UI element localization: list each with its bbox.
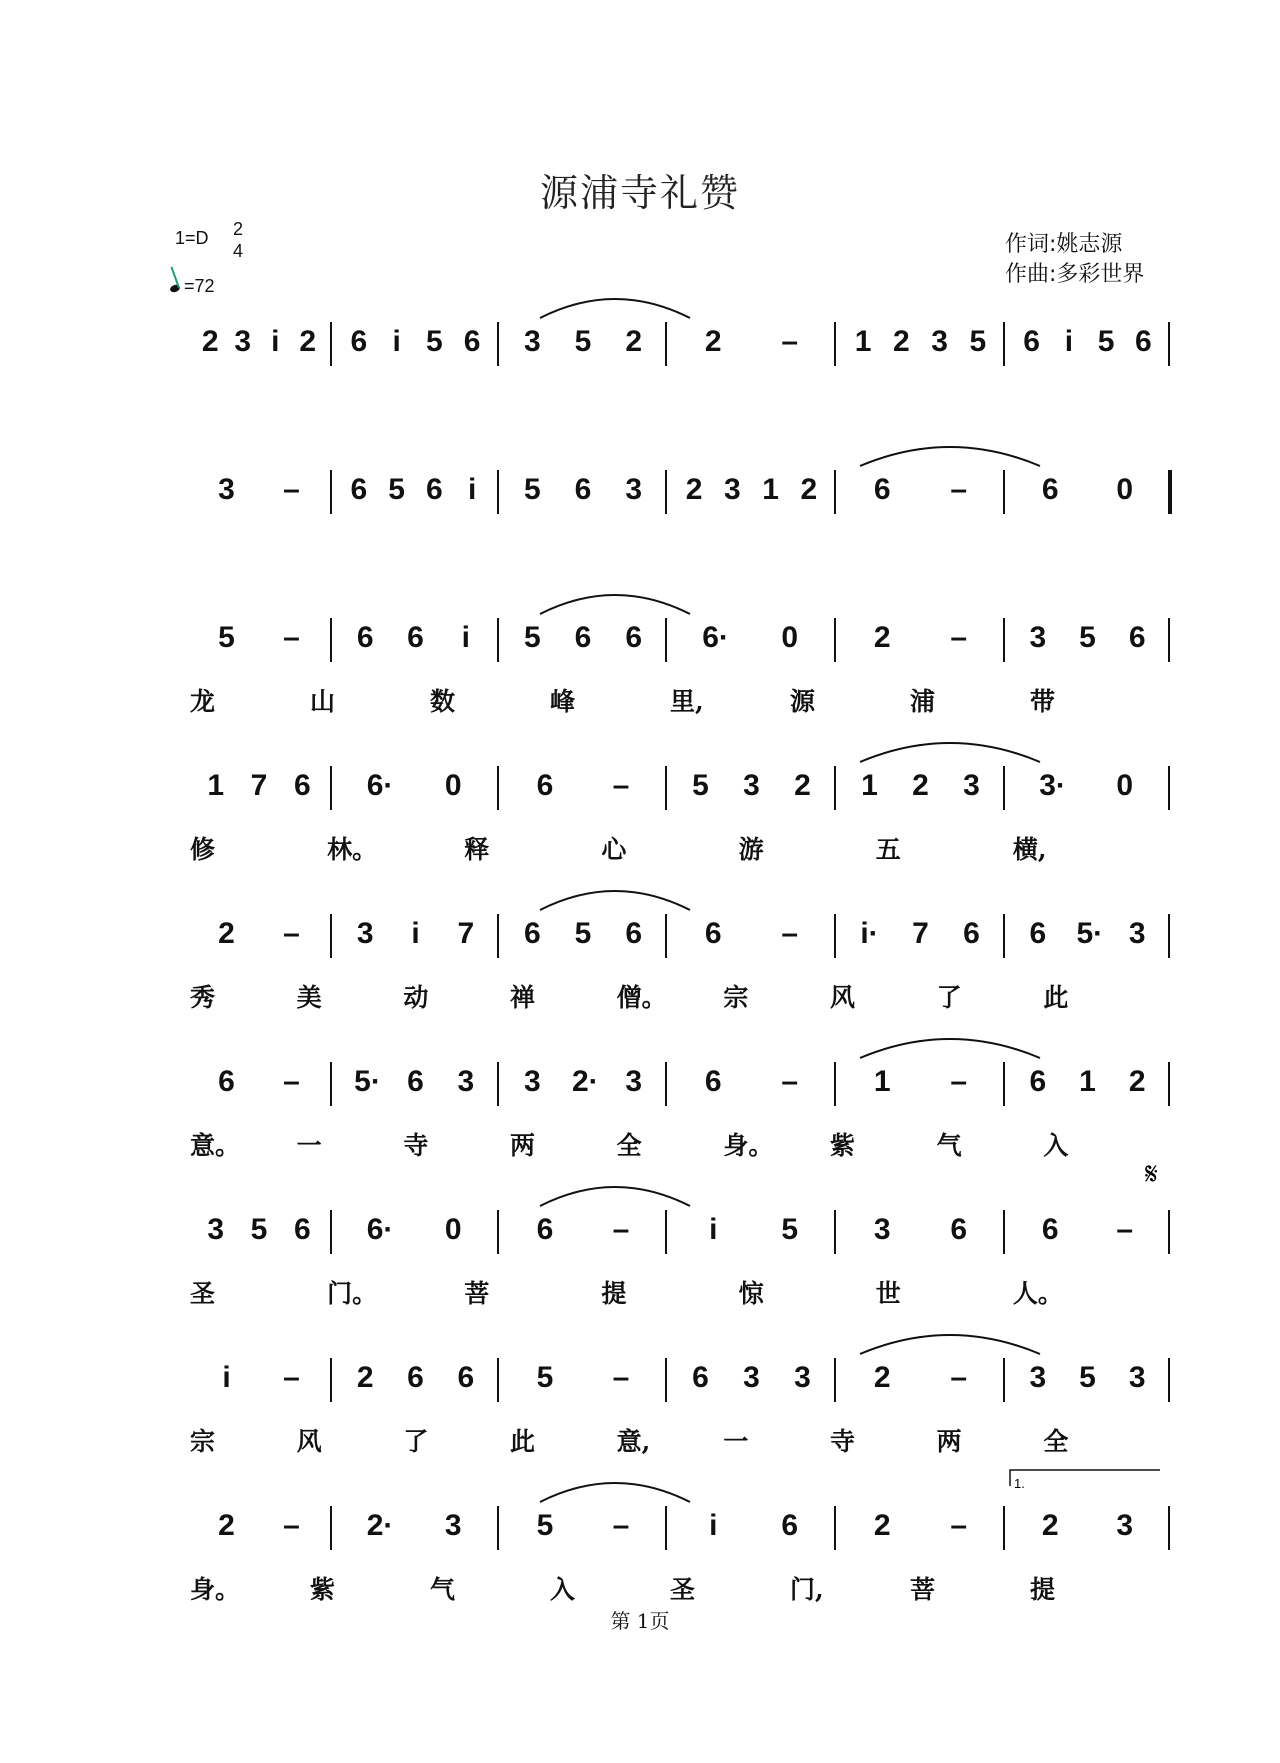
note: 2: [704, 325, 722, 358]
barline: [1168, 1210, 1170, 1254]
note: 3: [1128, 1361, 1146, 1394]
note: 5: [574, 917, 592, 950]
lyric-syllable: 宗: [190, 1427, 216, 1456]
note: i: [392, 325, 401, 358]
lyric-syllable: 数: [430, 687, 456, 716]
slur-tie: [540, 1187, 690, 1206]
note: 3: [523, 1065, 541, 1098]
lyric-syllable: 人。: [1012, 1279, 1063, 1308]
lyric-syllable: 峰: [550, 687, 576, 716]
barline: [1003, 766, 1005, 810]
lyric-syllable: 心: [601, 835, 627, 864]
barline: [330, 1062, 332, 1106]
note: 6: [1128, 621, 1146, 654]
page-number: 第 1页: [610, 1609, 670, 1633]
barline: [330, 322, 332, 366]
barline: [497, 1062, 499, 1106]
note: 2: [201, 325, 219, 358]
note: 3: [207, 1213, 224, 1246]
lyric-syllable: 风: [296, 1427, 322, 1456]
note: 1: [854, 325, 872, 358]
note: 6: [218, 1065, 235, 1098]
note: 6: [536, 769, 554, 802]
note-dash: –: [612, 1213, 630, 1246]
lyric-syllable: 门。: [327, 1279, 378, 1308]
note: 1: [873, 1065, 891, 1098]
lyric-syllable: 游: [738, 835, 764, 864]
lyric-syllable: 林。: [327, 835, 378, 864]
note-dash: –: [612, 1509, 630, 1542]
lyric-syllable: 入: [550, 1575, 576, 1604]
barline: [330, 1210, 332, 1254]
note: 3: [457, 1065, 475, 1098]
note: 6: [574, 621, 592, 654]
note: 6: [1041, 473, 1059, 506]
lyric-syllable: 一: [723, 1427, 749, 1456]
lyric-syllable: 龙: [190, 687, 216, 716]
note: 6: [356, 621, 374, 654]
barline: [834, 766, 836, 810]
note-dash: –: [283, 1065, 300, 1098]
note: 3: [743, 1361, 760, 1394]
note: 5·: [354, 1065, 381, 1098]
time-signature: [228, 218, 248, 262]
lyric-syllable: 五: [875, 835, 901, 864]
note: 5: [781, 1213, 799, 1246]
note: 0: [781, 621, 799, 654]
note: 5: [969, 325, 987, 358]
lyric-syllable: 气: [936, 1131, 962, 1160]
note: 3: [523, 325, 541, 358]
score-system: [0, 1358, 1280, 1478]
lyric-syllable: 提: [1030, 1575, 1056, 1604]
barline: [665, 470, 667, 514]
note: 5: [692, 769, 709, 802]
slur-tie: [540, 1483, 690, 1502]
lyric-syllable: 身。: [190, 1575, 241, 1604]
note: i: [467, 473, 477, 506]
note: 2: [218, 917, 235, 950]
note: 5: [536, 1509, 554, 1542]
lyric-syllable: 紫: [310, 1575, 336, 1604]
note: i: [1064, 325, 1074, 358]
barline: [834, 1062, 836, 1106]
note: 2: [1128, 1065, 1146, 1098]
note: 6: [704, 1065, 722, 1098]
note-dash: –: [283, 1509, 300, 1542]
lyric-syllable: 全: [616, 1131, 642, 1160]
note: 6: [1029, 917, 1047, 950]
note: 6: [463, 325, 481, 358]
note: 6: [1029, 1065, 1047, 1098]
lyric-syllable: 世: [875, 1279, 901, 1308]
lyric-syllable: 寺: [403, 1131, 429, 1160]
note-dash: –: [950, 1065, 968, 1098]
note: 2: [873, 621, 891, 654]
barline: [665, 1210, 667, 1254]
note: 2: [893, 325, 910, 358]
lyric-syllable: 身。: [723, 1131, 774, 1160]
note: 2: [625, 325, 642, 358]
note: 6: [523, 917, 541, 950]
tempo-value: =72: [184, 276, 215, 296]
barline: [665, 618, 667, 662]
note: 2: [356, 1361, 374, 1394]
barline: [497, 1358, 499, 1402]
barline: [665, 1358, 667, 1402]
note: i·: [860, 917, 879, 950]
lyric-syllable: 带: [1030, 687, 1056, 716]
barline: [497, 322, 499, 366]
lyric-syllable: 释: [464, 835, 490, 864]
note: 0: [1116, 473, 1134, 506]
note: 2: [800, 473, 818, 506]
note: 5: [523, 621, 541, 654]
note: 3: [1116, 1509, 1134, 1542]
lyric-syllable: 浦: [910, 687, 936, 716]
note: 5: [426, 325, 443, 358]
note: 2: [873, 1361, 891, 1394]
note: 6: [781, 1509, 799, 1542]
lyric-syllable: 全: [1043, 1427, 1069, 1456]
barline: [330, 470, 332, 514]
note: 3: [625, 1065, 642, 1098]
lyric-syllable: 两: [936, 1427, 962, 1456]
lyric-syllable: 意。: [190, 1131, 241, 1160]
barline: [834, 1358, 836, 1402]
barline: [1168, 322, 1170, 366]
note: 2: [873, 1509, 891, 1542]
barline: [1168, 1358, 1170, 1402]
note: 6: [407, 1361, 424, 1394]
note: 3: [1029, 621, 1047, 654]
note: 6: [407, 1065, 424, 1098]
note: 3: [873, 1213, 891, 1246]
note: 6: [1041, 1213, 1059, 1246]
credits: [1005, 230, 1144, 290]
lyric-syllable: 紫: [830, 1131, 856, 1160]
score-system: [0, 1210, 1280, 1330]
note-dash: –: [781, 325, 799, 358]
note-dash: –: [950, 621, 968, 654]
note: 6·: [366, 1213, 394, 1246]
note: 3: [1128, 917, 1146, 950]
lyricist: 作词:姚志源: [1005, 232, 1123, 257]
lyric-syllable: 源: [790, 687, 816, 716]
slur-tie: [860, 1335, 1040, 1354]
score-system: [0, 766, 1280, 886]
note: 3: [794, 1361, 811, 1394]
note: 6: [536, 1213, 554, 1246]
slur-tie: [540, 595, 690, 614]
note-dash: –: [781, 917, 799, 950]
lyric-syllable: 山: [310, 687, 336, 716]
note: i: [411, 917, 420, 950]
note: 6: [625, 917, 642, 950]
lyric-syllable: 气: [430, 1575, 456, 1604]
note: 5: [250, 1213, 268, 1246]
note-dash: –: [612, 1361, 630, 1394]
slur-tie: [540, 299, 690, 318]
barline: [1003, 618, 1005, 662]
lyric-syllable: 寺: [830, 1427, 856, 1456]
barline: [834, 618, 836, 662]
lyric-syllable: 此: [510, 1427, 536, 1456]
note: 2: [299, 325, 317, 358]
note: 5: [388, 473, 405, 506]
score-system: [0, 470, 1280, 590]
volta-label: 1.: [1014, 1476, 1025, 1491]
lyric-syllable: 美: [296, 983, 322, 1012]
lyric-syllable: 僧。: [616, 983, 667, 1012]
tempo-marking: [170, 276, 215, 297]
barline: [497, 914, 499, 958]
barline: [1168, 914, 1170, 958]
barline: [1168, 766, 1170, 810]
barline: [834, 1210, 836, 1254]
note: 6: [293, 769, 311, 802]
note: 3: [444, 1509, 462, 1542]
lyric-syllable: 门,: [790, 1575, 824, 1604]
note: 3: [1029, 1361, 1047, 1394]
note: 7: [457, 917, 475, 950]
note: 2: [685, 473, 703, 506]
note: 3: [234, 325, 252, 358]
note: 1: [1079, 1065, 1096, 1098]
barline: [665, 1506, 667, 1550]
note: 2: [1041, 1509, 1059, 1542]
note-dash: –: [781, 1065, 799, 1098]
composer: 作曲:多彩世界: [1005, 262, 1145, 287]
barline: [1168, 1506, 1170, 1550]
score-system: [0, 618, 1280, 738]
slur-tie: [860, 1039, 1040, 1058]
note: 5: [523, 473, 541, 506]
barline: [1168, 1062, 1170, 1106]
barline: [665, 322, 667, 366]
slur-tie: [860, 447, 1040, 466]
lyric-syllable: 一: [296, 1131, 322, 1160]
note: 5: [1079, 621, 1096, 654]
barline: [834, 470, 836, 514]
barline: [1003, 1062, 1005, 1106]
note: 6: [350, 473, 368, 506]
lyric-syllable: 菩: [910, 1575, 936, 1604]
note: 3: [218, 473, 235, 506]
barline: [834, 322, 836, 366]
note: 3: [356, 917, 374, 950]
note: 1: [861, 769, 878, 802]
note: 3: [625, 473, 642, 506]
final-barline: [1168, 470, 1172, 514]
lyric-syllable: 圣: [670, 1575, 696, 1604]
note: 5: [1079, 1361, 1096, 1394]
lyric-syllable: 里,: [670, 687, 704, 716]
note: 2·: [572, 1065, 599, 1098]
barline: [1003, 1506, 1005, 1550]
barline: [1003, 322, 1005, 366]
note-dash: –: [950, 473, 968, 506]
barline: [1003, 1358, 1005, 1402]
note: 3: [963, 769, 980, 802]
note: 3: [743, 769, 760, 802]
note: 1: [207, 769, 224, 802]
note: 5: [536, 1361, 554, 1394]
lyric-syllable: 此: [1043, 983, 1069, 1012]
barline: [330, 914, 332, 958]
lyric-syllable: 修: [190, 835, 216, 864]
note: 2·: [366, 1509, 394, 1542]
note: 6: [293, 1213, 311, 1246]
time-signature-top: 2: [232, 219, 243, 239]
barline: [665, 914, 667, 958]
barline: [834, 1506, 836, 1550]
barline: [1168, 618, 1170, 662]
note: 5: [218, 621, 235, 654]
note-dash: –: [612, 769, 630, 802]
barline: [665, 1062, 667, 1106]
note: 1: [762, 473, 779, 506]
barline: [330, 618, 332, 662]
note: 6: [950, 1213, 968, 1246]
lyric-syllable: 风: [830, 983, 856, 1012]
slur-tie: [860, 743, 1040, 762]
note-dash: –: [950, 1361, 968, 1394]
score-system: [0, 1062, 1280, 1182]
barline: [497, 1210, 499, 1254]
lyric-syllable: 惊: [738, 1279, 764, 1308]
barline: [497, 1506, 499, 1550]
note: 0: [1116, 769, 1134, 802]
lyric-syllable: 入: [1043, 1131, 1069, 1160]
barline: [330, 1358, 332, 1402]
note: 0: [444, 769, 462, 802]
note-dash: –: [283, 621, 300, 654]
note: 6: [574, 473, 592, 506]
note: 2: [912, 769, 929, 802]
note-dash: –: [283, 1361, 300, 1394]
lyric-syllable: 提: [601, 1279, 627, 1308]
note: 5: [574, 325, 592, 358]
note: i: [222, 1361, 231, 1394]
barline: [497, 470, 499, 514]
song-title: 源浦寺礼赞: [539, 171, 740, 215]
note: 6·: [702, 621, 729, 654]
note-dash: –: [1116, 1213, 1134, 1246]
note: 3: [724, 473, 741, 506]
note: 6: [963, 917, 980, 950]
barline: [330, 766, 332, 810]
barline: [497, 618, 499, 662]
note: 6: [350, 325, 368, 358]
note: 2: [218, 1509, 235, 1542]
note: 6: [457, 1361, 475, 1394]
note: i: [271, 325, 280, 358]
barline: [1003, 914, 1005, 958]
note-dash: –: [950, 1509, 968, 1542]
note: 5·: [1076, 917, 1104, 950]
lyric-syllable: 横,: [1012, 835, 1047, 864]
lyric-syllable: 动: [403, 983, 429, 1012]
note: i: [709, 1509, 718, 1542]
quarter-note-icon: [169, 284, 181, 294]
note: 0: [444, 1213, 462, 1246]
note-dash: –: [283, 473, 300, 506]
note: 5: [1097, 325, 1115, 358]
note: 3·: [1039, 769, 1066, 802]
time-signature-bottom: 4: [232, 241, 243, 261]
barline: [834, 914, 836, 958]
lyric-syllable: 了: [936, 983, 962, 1012]
note: 2: [794, 769, 811, 802]
note: 6: [625, 621, 642, 654]
barline: [330, 1506, 332, 1550]
segno-icon: 𝄋: [1145, 1157, 1158, 1192]
note: 3: [931, 325, 948, 358]
barline: [1003, 470, 1005, 514]
note: 6: [704, 917, 722, 950]
key-signature: 1=D: [175, 228, 209, 248]
lyric-syllable: 菩: [464, 1279, 490, 1308]
note: 6: [1135, 325, 1152, 358]
note-dash: –: [283, 917, 300, 950]
barline: [497, 766, 499, 810]
lyric-syllable: 秀: [190, 983, 216, 1012]
lyric-syllable: 宗: [723, 983, 749, 1012]
score-system: [0, 914, 1280, 1034]
note: 6·: [366, 769, 394, 802]
note: 6: [426, 473, 443, 506]
lyric-syllable: 两: [510, 1131, 536, 1160]
note: 6: [873, 473, 891, 506]
lyric-syllable: 圣: [190, 1279, 216, 1308]
note: 7: [912, 917, 929, 950]
barline: [1003, 1210, 1005, 1254]
note: 6: [407, 621, 424, 654]
score-system: [0, 322, 1280, 442]
lyric-syllable: 了: [403, 1427, 429, 1456]
note: 7: [250, 769, 268, 802]
note: 6: [1023, 325, 1040, 358]
note: i: [709, 1213, 718, 1246]
barline: [665, 766, 667, 810]
slur-tie: [540, 891, 690, 910]
lyric-syllable: 意,: [616, 1427, 651, 1456]
lyric-syllable: 禅: [510, 983, 536, 1012]
note: 6: [692, 1361, 709, 1394]
note: i: [461, 621, 470, 654]
